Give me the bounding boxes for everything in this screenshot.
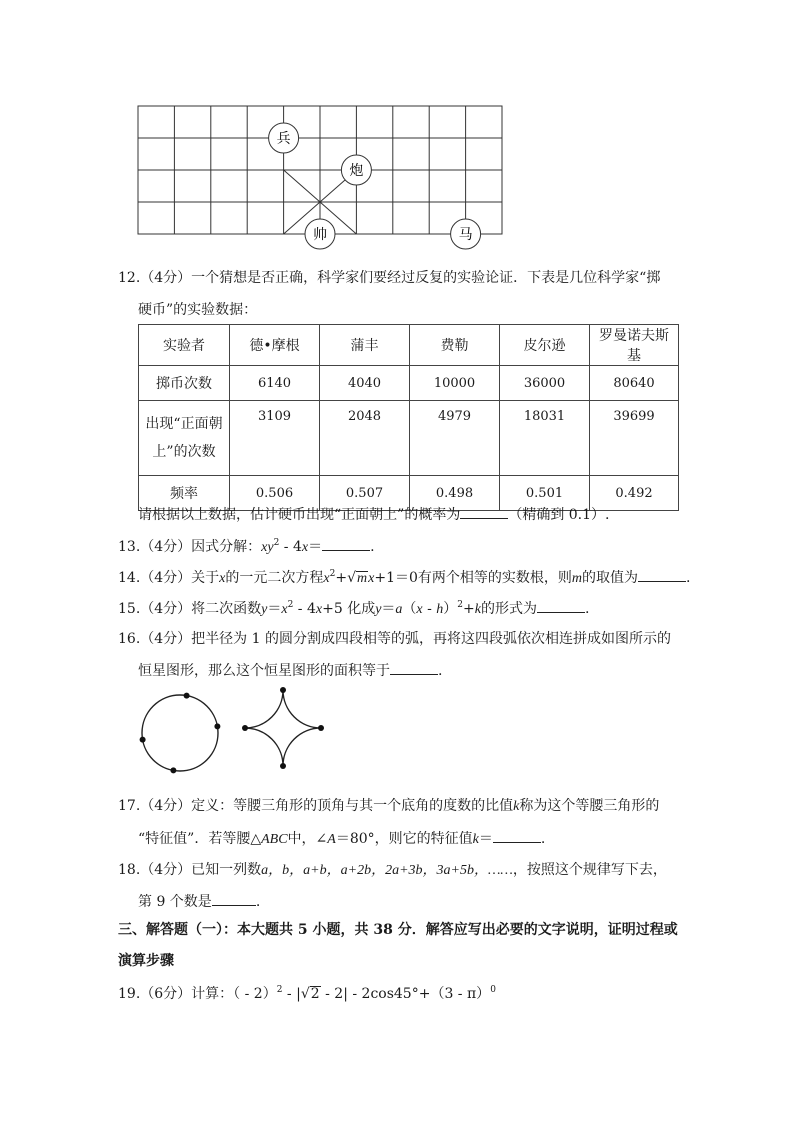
circle-figure — [140, 693, 221, 774]
period: . — [255, 894, 261, 910]
q14-prompt: 14.（4分）关于 — [118, 570, 220, 586]
q19-line — [118, 984, 496, 1004]
var-x: x — [219, 571, 226, 586]
math-text: ＝ — [267, 601, 282, 617]
radicand: 2 — [310, 986, 320, 1002]
period: . — [686, 570, 691, 586]
math-text: - | — [282, 986, 301, 1002]
math-text: ＝ — [381, 601, 396, 617]
var-y: y — [267, 540, 274, 555]
table-cell: 80640 — [590, 366, 679, 401]
table-row — [139, 366, 679, 401]
period: . — [438, 663, 443, 679]
star-vertex — [280, 687, 286, 693]
math-text: ，按照这个规律写下去， — [512, 862, 667, 878]
table-header-cell: 罗曼诺夫斯基 — [590, 325, 679, 366]
math-text: + — [335, 570, 348, 586]
section-heading-line2: 演算步骤 — [118, 953, 174, 969]
piece-shuai-label: 帅 — [313, 227, 327, 243]
math-text: +1＝0有两个相等的实数根，则 — [374, 570, 572, 586]
math-text: 中，∠ — [287, 831, 328, 847]
var-h: h — [436, 602, 444, 617]
q13-line — [118, 536, 375, 558]
table-cell: 4040 — [320, 366, 410, 401]
q19-prompt: 19.（6分）计算：（ - 2） — [118, 986, 277, 1002]
q18-prompt: 18.（4分）已知一列数 — [118, 862, 262, 878]
answer-blank[interactable] — [493, 828, 541, 843]
var-abc: ABC — [261, 832, 288, 847]
table-cell: 4979 — [410, 401, 500, 476]
q12-line1: 12.（4分）一个猜想是否正确，科学家们要经过反复的实验论证．下表是几位科学家“掷 — [118, 270, 661, 286]
period: . — [370, 539, 375, 555]
var-x: x — [301, 540, 309, 555]
arc-point — [184, 693, 190, 699]
exponent: 0 — [490, 985, 496, 995]
piece-bing — [269, 123, 299, 153]
answer-blank[interactable] — [537, 598, 585, 613]
table-header-row — [139, 325, 679, 366]
math-text: - 4 — [293, 601, 316, 617]
var-m: m — [571, 571, 583, 586]
table-cell: 0.506 — [230, 476, 320, 511]
board-grid — [138, 106, 502, 234]
answer-blank[interactable] — [322, 536, 370, 551]
section-heading-line1: 三、解答题（一）：本大题共 5 小题，共 38 分．解答应写出必要的文字说明，证明过程或 — [118, 922, 678, 938]
q12-precision-note: （精确到 0.1）. — [508, 507, 610, 523]
var-x: x — [368, 571, 375, 586]
table-row — [139, 401, 679, 476]
table-header-cell: 皮尔逊 — [500, 325, 590, 366]
piece-pao-label: 炮 — [349, 163, 364, 179]
q12-prompt: 请根据以上数据，估计硬币出现“正面朝上”的概率为 — [138, 507, 461, 523]
star-vertex — [242, 725, 248, 731]
piece-pao — [341, 155, 371, 185]
circle-star-figure — [130, 686, 330, 786]
answer-blank[interactable] — [212, 891, 256, 906]
var-a: a — [395, 602, 403, 617]
math-text: 的一元二次方程 — [225, 570, 324, 586]
q12-line2: 硬币”的实验数据： — [138, 302, 258, 318]
math-text: - 4 — [279, 539, 302, 555]
table-cell: 3109 — [230, 401, 320, 476]
q13-prompt: 13.（4分）因式分解： — [118, 539, 262, 555]
var-k: k — [472, 832, 479, 847]
arc-point — [170, 767, 176, 773]
var-y: y — [375, 602, 382, 617]
math-text: + — [463, 601, 475, 617]
table-cell: 频率 — [139, 476, 230, 511]
math-text: 第 9 个数是 — [138, 894, 212, 910]
table-cell: 0.501 — [500, 476, 590, 511]
math-text: （ — [402, 601, 417, 617]
var-x: x — [315, 602, 323, 617]
math-text: - 2| - 2cos45°+（3 - π） — [320, 986, 491, 1002]
math-text: ＝ — [308, 539, 323, 555]
exponent: 2 — [273, 538, 280, 548]
table-header-cell: 德•摩根 — [230, 325, 320, 366]
table-cell: 掷币次数 — [139, 366, 230, 401]
table-cell: 10000 — [410, 366, 500, 401]
math-text: ） — [443, 601, 458, 617]
arc-point — [214, 723, 220, 729]
star-vertex — [318, 725, 324, 731]
table-header-cell: 费勒 — [410, 325, 500, 366]
answer-blank[interactable] — [638, 567, 686, 582]
piece-ma-label: 马 — [458, 227, 473, 243]
math-text: - — [422, 601, 437, 617]
period: . — [584, 601, 590, 617]
exponent: 2 — [329, 569, 336, 579]
exponent: 2 — [276, 985, 283, 995]
table-cell: 2048 — [320, 401, 410, 476]
var-x: x — [261, 540, 268, 555]
table-cell: 0.498 — [410, 476, 500, 511]
table-cell: 0.492 — [590, 476, 679, 511]
var-x: x — [281, 602, 288, 617]
sqrt-icon: √ — [347, 570, 356, 586]
exponent: 2 — [457, 600, 464, 610]
star-figure — [242, 687, 324, 769]
math-text: ＝ — [478, 831, 493, 847]
table-header-cell: 实验者 — [139, 325, 230, 366]
q14-line — [118, 567, 690, 589]
piece-bing-label: 兵 — [276, 131, 291, 147]
var-k: k — [474, 602, 481, 617]
math-text: 称为这个等腰三角形的 — [519, 798, 660, 814]
q17-line2 — [138, 828, 545, 850]
q15-prompt: 15.（4分）将二次函数 — [118, 601, 262, 617]
exponent: 2 — [287, 600, 294, 610]
var-y: y — [261, 602, 268, 617]
q18-line2 — [138, 891, 260, 912]
star-vertex — [280, 763, 286, 769]
q12-answer-line — [138, 504, 610, 525]
math-text: 的形式为 — [480, 601, 537, 617]
chess-board-figure — [130, 96, 510, 256]
q18-line1 — [118, 860, 667, 881]
math-text: +5 化成 — [322, 601, 376, 617]
radicand: m — [357, 571, 368, 586]
period: . — [540, 831, 546, 847]
sqrt-icon: √ — [300, 986, 310, 1002]
coin-toss-table — [138, 324, 679, 511]
table-cell: 39699 — [590, 401, 679, 476]
var-x: x — [323, 571, 330, 586]
sequence: a，b，a+b，a+2b，2a+3b，3a+5b，…… — [261, 863, 513, 878]
math-text: ＝80°，则它的特征值 — [335, 831, 473, 847]
var-x: x — [416, 602, 423, 617]
q16-line2 — [138, 660, 442, 681]
piece-shuai — [305, 219, 335, 249]
table-cell: 18031 — [500, 401, 590, 476]
q16-line1: 16.（4分）把半径为 1 的圆分割成四段相等的弧，再将这四段弧依次相连拼成如图所示的 — [118, 631, 671, 647]
answer-blank[interactable] — [390, 660, 438, 675]
table-cell: 出现“正面朝上”的次数 — [139, 401, 230, 476]
math-text: 的取值为 — [582, 570, 639, 586]
table-header-cell: 蒲丰 — [320, 325, 410, 366]
answer-blank[interactable] — [460, 504, 508, 519]
table-cell: 0.507 — [320, 476, 410, 511]
q16-prompt: 恒星图形，那么这个恒星图形的面积等于 — [138, 663, 390, 679]
arc-point — [140, 737, 146, 743]
piece-ma — [451, 219, 481, 249]
var-a: A — [327, 832, 336, 847]
math-text: “特征值”．若等腰△ — [138, 831, 262, 847]
var-k: k — [513, 799, 520, 814]
q17-prompt: 17.（4分）定义：等腰三角形的顶角与其一个底角的度数的比值 — [118, 798, 514, 814]
q15-line — [118, 598, 589, 620]
q17-line1 — [118, 796, 659, 817]
table-cell: 36000 — [500, 366, 590, 401]
table-cell: 6140 — [230, 366, 320, 401]
